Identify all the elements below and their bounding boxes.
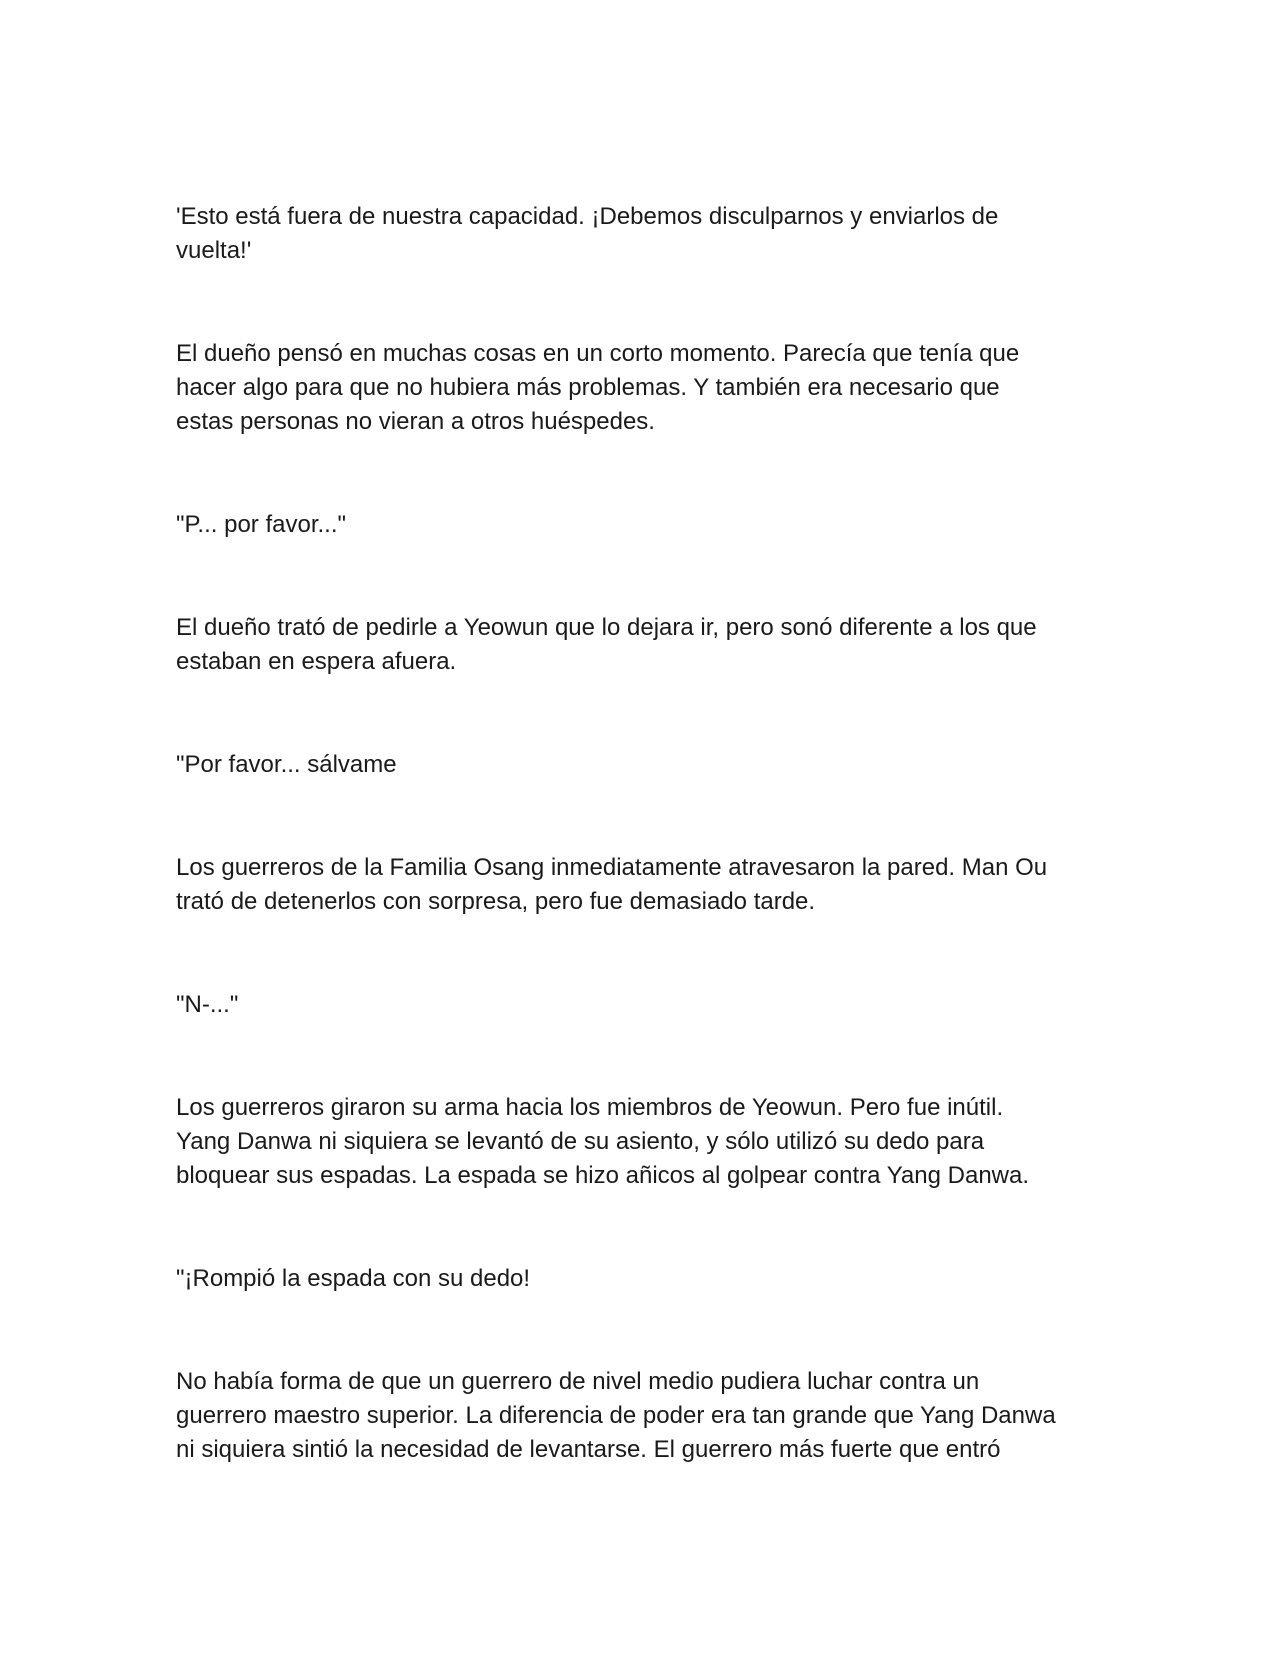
paragraph: "P... por favor..." [176, 511, 347, 538]
paragraph-gap [176, 1296, 1106, 1365]
paragraph-gap [176, 1022, 1106, 1091]
paragraph-gap [176, 919, 1106, 988]
paragraph: 'Esto está fuera de nuestra capacidad. ¡Debemos disculparnos y enviarlos de vuelta!' [176, 203, 999, 264]
paragraph-gap [176, 542, 1106, 611]
paragraph-gap [176, 268, 1106, 337]
document-body [176, 200, 1106, 1467]
paragraph-gap [176, 1193, 1106, 1262]
paragraph-gap [176, 782, 1106, 851]
paragraph: No había forma de que un guerrero de nivel medio pudiera luchar contra un guerrero maestro superior. La diferencia de poder era tan grande que Yang Danwa ni siquiera sintió la necesidad de levantarse. El guerrero más fuerte que entró [176, 1368, 1056, 1463]
paragraph: El dueño trató de pedirle a Yeowun que lo dejara ir, pero sonó diferente a los que estaban en espera afuera. [176, 614, 1037, 675]
paragraph: Los guerreros de la Familia Osang inmediatamente atravesaron la pared. Man Ou trató de detenerlos con sorpresa, pero fue demasiado tarde. [176, 854, 1048, 915]
paragraph-gap [176, 679, 1106, 748]
paragraph: "¡Rompió la espada con su dedo! [176, 1265, 531, 1292]
paragraph-gap [176, 439, 1106, 508]
paragraph: "N-..." [176, 991, 239, 1018]
paragraph: El dueño pensó en muchas cosas en un corto momento. Parecía que tenía que hacer algo para que no hubiera más problemas. Y también era necesario que estas personas no vieran a otros huéspedes. [176, 340, 1020, 435]
paragraph: Los guerreros giraron su arma hacia los miembros de Yeowun. Pero fue inútil. Yang Danwa ni siquiera se levantó de su asiento, y sólo utilizó su dedo para bloquear sus espadas. La espada se hizo añicos al golpear contra Yang Danwa. [176, 1094, 1030, 1189]
paragraph: "Por favor... sálvame [176, 751, 397, 778]
